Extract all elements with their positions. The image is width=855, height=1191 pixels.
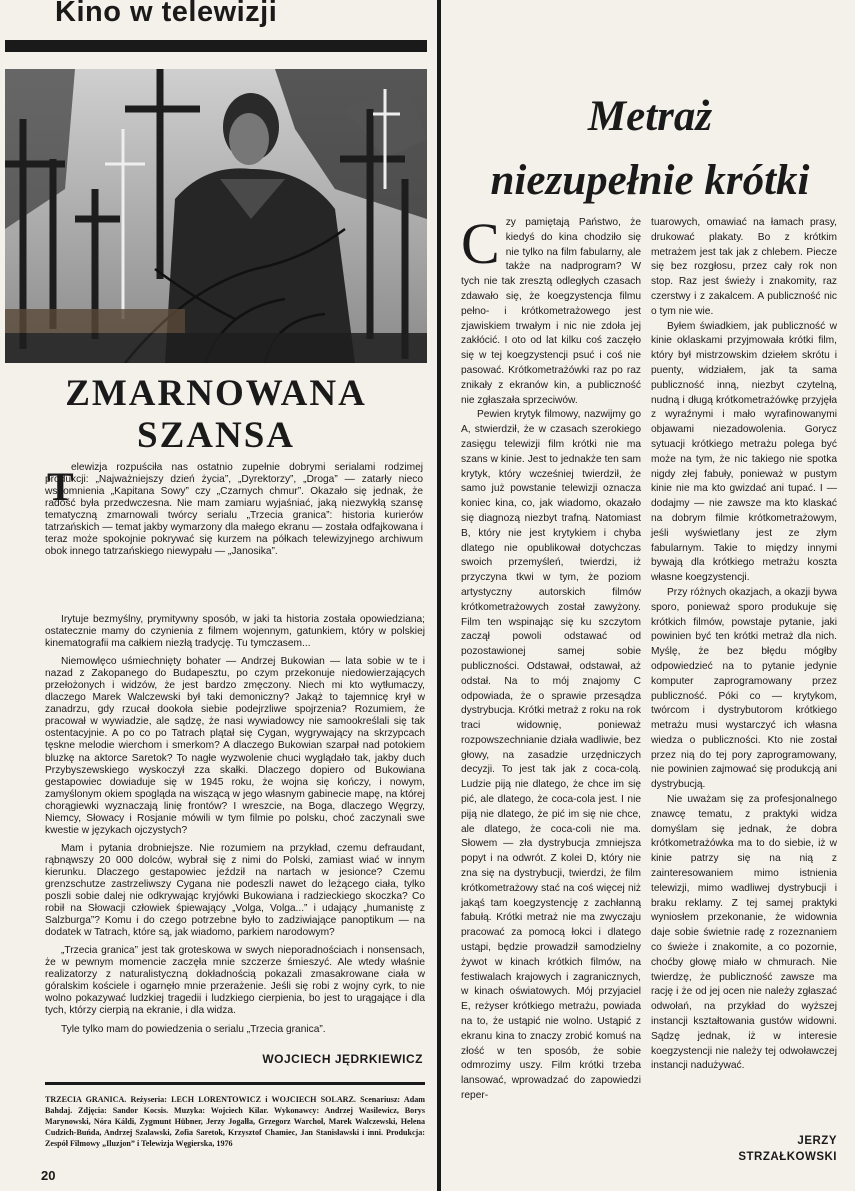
- right-paragraph: Przy różnych okazjach, a okazji bywa sporo, ponieważ sporo produkuje się krótkich filmów, powstaje pytanie, jaki powinien być ten krótki metraż dla nich. Myślę, że bez błędu mógłby odpowiedzieć na to pytanie jedynie komputer zaprogramowany przez publiczność. Póki co — krytykom, twórcom i dystrybutorom krótkiego metrażu musi wystarczyć ich własna wiedza o publiczności. Kto nie został przez nią do tej pory zaprogramowany, nie powinien zajmować się produkcją ani dystrybucją.: [651, 586, 837, 791]
- page-number: 20: [41, 1168, 56, 1183]
- left-headline-line1: ZMARNOWANA: [65, 373, 367, 414]
- left-body: [45, 614, 425, 1042]
- right-paragraph: Pewien krytyk filmowy, nazwijmy go A, stwierdził, że w czasach szerokiego zasięgu telewizji film krótki nie ma szans w kinie. Jest to jednakże ten sam krytyk, który wcześniej twierdził, że samo już powstanie telewizji oznacza koniec kina, co, jak wiadomo, okazało się diagnozą niezbyt trafną. Natomiast B, który nie jest krytykiem i chyba dlatego nie opublikował dotychczas swoich przemyśleń, twierdzi, iż przyczyna tkwi w tym, że poziom artystyczny autorskich filmów krótkometrażowych został zawyżony. Film ten wspinając się ku szczytom zaczął powoli odstawać od pozostawionej samej sobie publiczności. Odstawał, odstawał, aż odstał. Na to mój znajomy C odpowiada, że o sprawie przesądza dystrybucja. Krótki metraż z roku na rok traci widownię, ponieważ rozpowszechnianie działa wadliwie, bez głowy, na zasadzie urzędniczych decyzji. To jest tak jak z coca-colą. Ludzie piją nie dlatego, że chce im się pić, ale dlatego, że coca-cola jest. I nie piją nie dlatego, że pić im się nie chce, ale dlatego, że coca-coli nie ma. Słowem — zła dystrybucja zmniejsza popyt i na odwrót. Z kolei D, który nie zna się na dystrybucji, twierdzi, że film krótkometrażowy stać na coś więcej niż jakąś tam koegzystencję z zachłanną fabułą. Krótki metraż nie ma zwyczaju pracować za pomocą łokci i dlatego ustąpi, będzie prowadził samodzielny żywot w kinach krótkich filmów, na festiwalach krajowych i zagranicznych, w kinach oświatowych. Mój przyjaciel E, reżyser krótkiego metrażu, powiada na to, że ustąpić nie wolno. Ustąpić z ekranu kina to znaczy zrobić komuś na złość w ten sposób, że sobie odmrozimy uszy. Film krótki trzeba lansować, wprowadzać do zapowiedzi reper-: [461, 409, 641, 1102]
- section-rule: [5, 40, 427, 52]
- left-lede-text: elewizja rozpuściła nas ostatnio zupełnie dobrymi serialami rodzimej produkcji: „Najważniejszy dzień życia”, „Dyrektorzy”, „Droga” — zatarły nieco wspomnienia „Kapitana Sowy” czy „Czarnych chmur”. Okazało się jednak, że radość była przedwczesna. Nie mam zamiaru wyjaśniać, jaką niezwykłą szansę tematyczną zmarnowali twórcy serialu „Trzecia granica”: historia kurierów tatrzańskich — temat jakby wymarzony dla małego ekranu — została odfajkowana i teraz może spokojnie pokrywać się kurzem na półkach telewizyjnego archiwum obok innego tatrzańskiego niewypału — „Janosika”.: [45, 462, 423, 558]
- credits-rule: [45, 1082, 425, 1085]
- left-headline: [5, 373, 427, 457]
- right-author: [651, 1133, 837, 1165]
- left-paragraph: Tyle tylko mam do powiedzenia o serialu „Trzecia granica”.: [61, 1023, 326, 1035]
- left-paragraph: Irytuje bezmyślny, prymitywny sposób, w jaki ta historia została opowiedziana; ostatecznie mamy do czynienia z filmem wojennym, gatunkiem, który w polskiej kinematografii ma całkiem niezłą tradycję. Tu tymczasem...: [45, 614, 425, 650]
- right-paragraph: Nie uważam się za profesjonalnego znawcę tematu, z praktyki widza domyślam się jednak, że dobra krótkometrażówka ma to do siebie, iż w kinie patrzy się na nią z zainteresowaniem mimo istnienia telewizji, mimo wadliwej dystrybucji i braku reklamy. Z tej samej praktyki wyniosłem przekonanie, że widownia daje sobie świetnie radę z rozeznaniem co świeże i znakomite, a co pozornie, choćby głowę miało w chmurach. Nie twierdzę, że publiczność zawsze ma rację i że od jej ocen nie należy zgłaszać odwołań, na przykład do wyższej instancji kształtowania gustów widowni. Sądzę jednak, iż w interesie koegzystencji nie należy tej odwoławczej instancji nadużywać.: [651, 794, 837, 1072]
- right-paragraph: Byłem świadkiem, jak publiczność w kinie oklaskami przyjmowała krótki film, który był mistrzowskim dziełem skrótu i puenty, widziałem, jak ta sama publiczność inną, niezbyt czytelną, nudną i długą krótkometrażówkę przyjęła z wyraźnymi i mało wyrafinowanymi objawami niezadowolenia. Gorycz sytuacji krótkiego metrażu polega być może na tym, że nic takiego nie spotka nigdy złej fabuły, ponieważ w pustym kinie nie ma kto gwizdać ani tupać. I — dodajmy — nie zawsze ma kto klaskać na dobrym filmie krótkometrażowym, jeśli wyświetlany jest ze złym fabularnym. Takie to między innymi bywają dla krótkiego metrażu koszta własne koegzystencji.: [651, 320, 837, 584]
- column-divider: [437, 0, 441, 1191]
- left-headline-line2: SZANSA: [137, 415, 295, 456]
- right-paragraph: zy pamiętają Państwo, że kiedyś do kina chodziło się nie tylko na film fabularny, ale także na nadprogram? W tych nie tak zresztą odległych czasach zdawało się, że koegzystencja filmu pełno- i krótkometrażowego jest zjawiskiem trwałym i nic nie zdoła jej zakłócić. I oto od lat kilku coś zaczęło się w tej koegzystencji psuć i coś nie pasować. Krótkometrażówki raz po raz znikały z ekranów kin, a publiczność nie zgłaszała sprzeciwów.: [461, 217, 641, 406]
- left-paragraph: „Trzecia granica” jest tak groteskowa w swych nieporadnościach i nonsensach, że w pewnym momencie zaczęła mnie szczerze śmieszyć. Ale wtedy właśnie realizatorzy z naturalistyczną dokładnością pokazali zmasakrowane ciała w góralskim kościele i ogarnęło mnie przerażenie. Jeśli się robi z wojny cyrk, to nie wolno pokazywać ludzkiej tragedii i ludzkiego cierpienia, bo jest to urągające i dla tych, którzy cierpią na ekranie, i dla widza.: [45, 945, 425, 1017]
- left-paragraph: Niemowlęco uśmiechnięty bohater — Andrzej Bukowian — lata sobie w te i nazad z Zakopanego do Budapesztu, po czym przekonuje niedowierzających przełożonych i widzów, że jest bardzo zmęczony. Niech mi kto wytłumaczy, dlaczego Marek Walczewski był taki demoniczny? Jakąż to tajemnicę krył w zanadrzu, gdy rzucał dookoła siebie podejrzliwe spojrzenia? Rozumiem, że pracował w wywiadzie, ale sądzę, że nasi wywiadowcy nie samookreślali się tak ostentacyjnie. A po co po Tatrach plątał się Cygan, wygrywający na skrzypcach tęskne melodie wierchom i smerkom? A dlaczego Bukowian szarpał nad potokiem bluzkę na aktorce Saretok? To nagłe wyzwolenie chuci wyglądało tak, jakby duch Przybyszewskiego wyskoczył zza skałki. Dlaczego dopiero od Bukowiana gestapowiec dowiaduje się w 1945 roku, że wojna się kończy, i nowym, zamyślonym okiem spogląda na wiszącą w jego własnym gabinecie mapę, na której chorągiewki wyznaczają linię frontów? I wreszcie, na Boga, dlaczego Węgrzy, Niemcy, Słowacy i Rosjanie mówili w tym filmie po polsku, choć zaczynali swe kwestie w językach ojczystych?: [45, 656, 425, 836]
- right-author-first: JERZY: [797, 1135, 837, 1147]
- film-credits: TRZECIA GRANICA. Reżyseria: LECH LORENTOWICZ i WOJCIECH SOLARZ. Scenariusz: Adam Bahdaj. Zdjęcia: Sandor Kocsis. Muzyka: Wojciech Kilar. Wykonawcy: Andrzej Wasilewicz, Borys Marynowski, Nóra Káldi, Zygmunt Hübner, Jerzy Jogałła, Grzegorz Warchoł, Marek Walczewski, Helena Cudzich-Buńda, Andrzej Szalawski, Zofia Saretok, Krzysztof Chamiec, Jan Stanisławski i inni. Produkcja: Zespół Filmowy „Iluzjon” i Telewizja Węgierska, 1976: [45, 1095, 425, 1148]
- right-author-last: STRZAŁKOWSKI: [738, 1151, 837, 1163]
- right-headline: [450, 85, 850, 213]
- left-drop-cap: T: [47, 464, 74, 509]
- right-headline-line1: Metraż: [587, 93, 713, 140]
- film-still-image: [5, 69, 427, 363]
- right-headline-line2: niezupełnie krótki: [490, 157, 810, 204]
- left-author: WOJCIECH JĘDRKIEWICZ: [262, 1052, 423, 1066]
- left-paragraph: Mam i pytania drobniejsze. Nie rozumiem na przykład, czemu defraudant, rąbnąwszy 20 000 dolców, wybrał się z nimi do Polski, zamiast wiać w innym kierunku. Dlaczego gestapowiec jeździł na nartach w jesionce? Czemu grenzschutze zastrzeliwszy Cygana nie podeszli nawet do leżącego ciała, tylko poszli sobie dalej nie odkrywając kryjówki Bukowiana i radzieckiego skoczka? Co robił na Słowacji człowiek śpiewający „Volga, Volga...” i udający „humanistę z Salzburga”? Komu i do czego potrzebne było to zadziwiające panoptikum — na dodatek w Tatrach, które są, jak wiadomo, parkiem narodowym?: [45, 842, 425, 939]
- section-title: Kino w telewizji: [55, 0, 278, 28]
- left-article: [5, 0, 427, 1191]
- left-lede: [45, 462, 423, 558]
- film-still-photo: [5, 69, 427, 363]
- right-column-2: [651, 216, 837, 1074]
- right-drop-cap: C: [461, 211, 500, 276]
- right-paragraph: tuarowych, omawiać na łamach prasy, drukować plakaty. Bo z krótkim metrażem jest tak jak z chlebem. Piecze się bez rozgłosu, przez cały rok non stop. Raz jest świeży i znakomity, raz czerstwy i z zakalcem. A publiczność nic o tym nie wie.: [651, 217, 837, 317]
- right-column-1: [461, 211, 641, 1104]
